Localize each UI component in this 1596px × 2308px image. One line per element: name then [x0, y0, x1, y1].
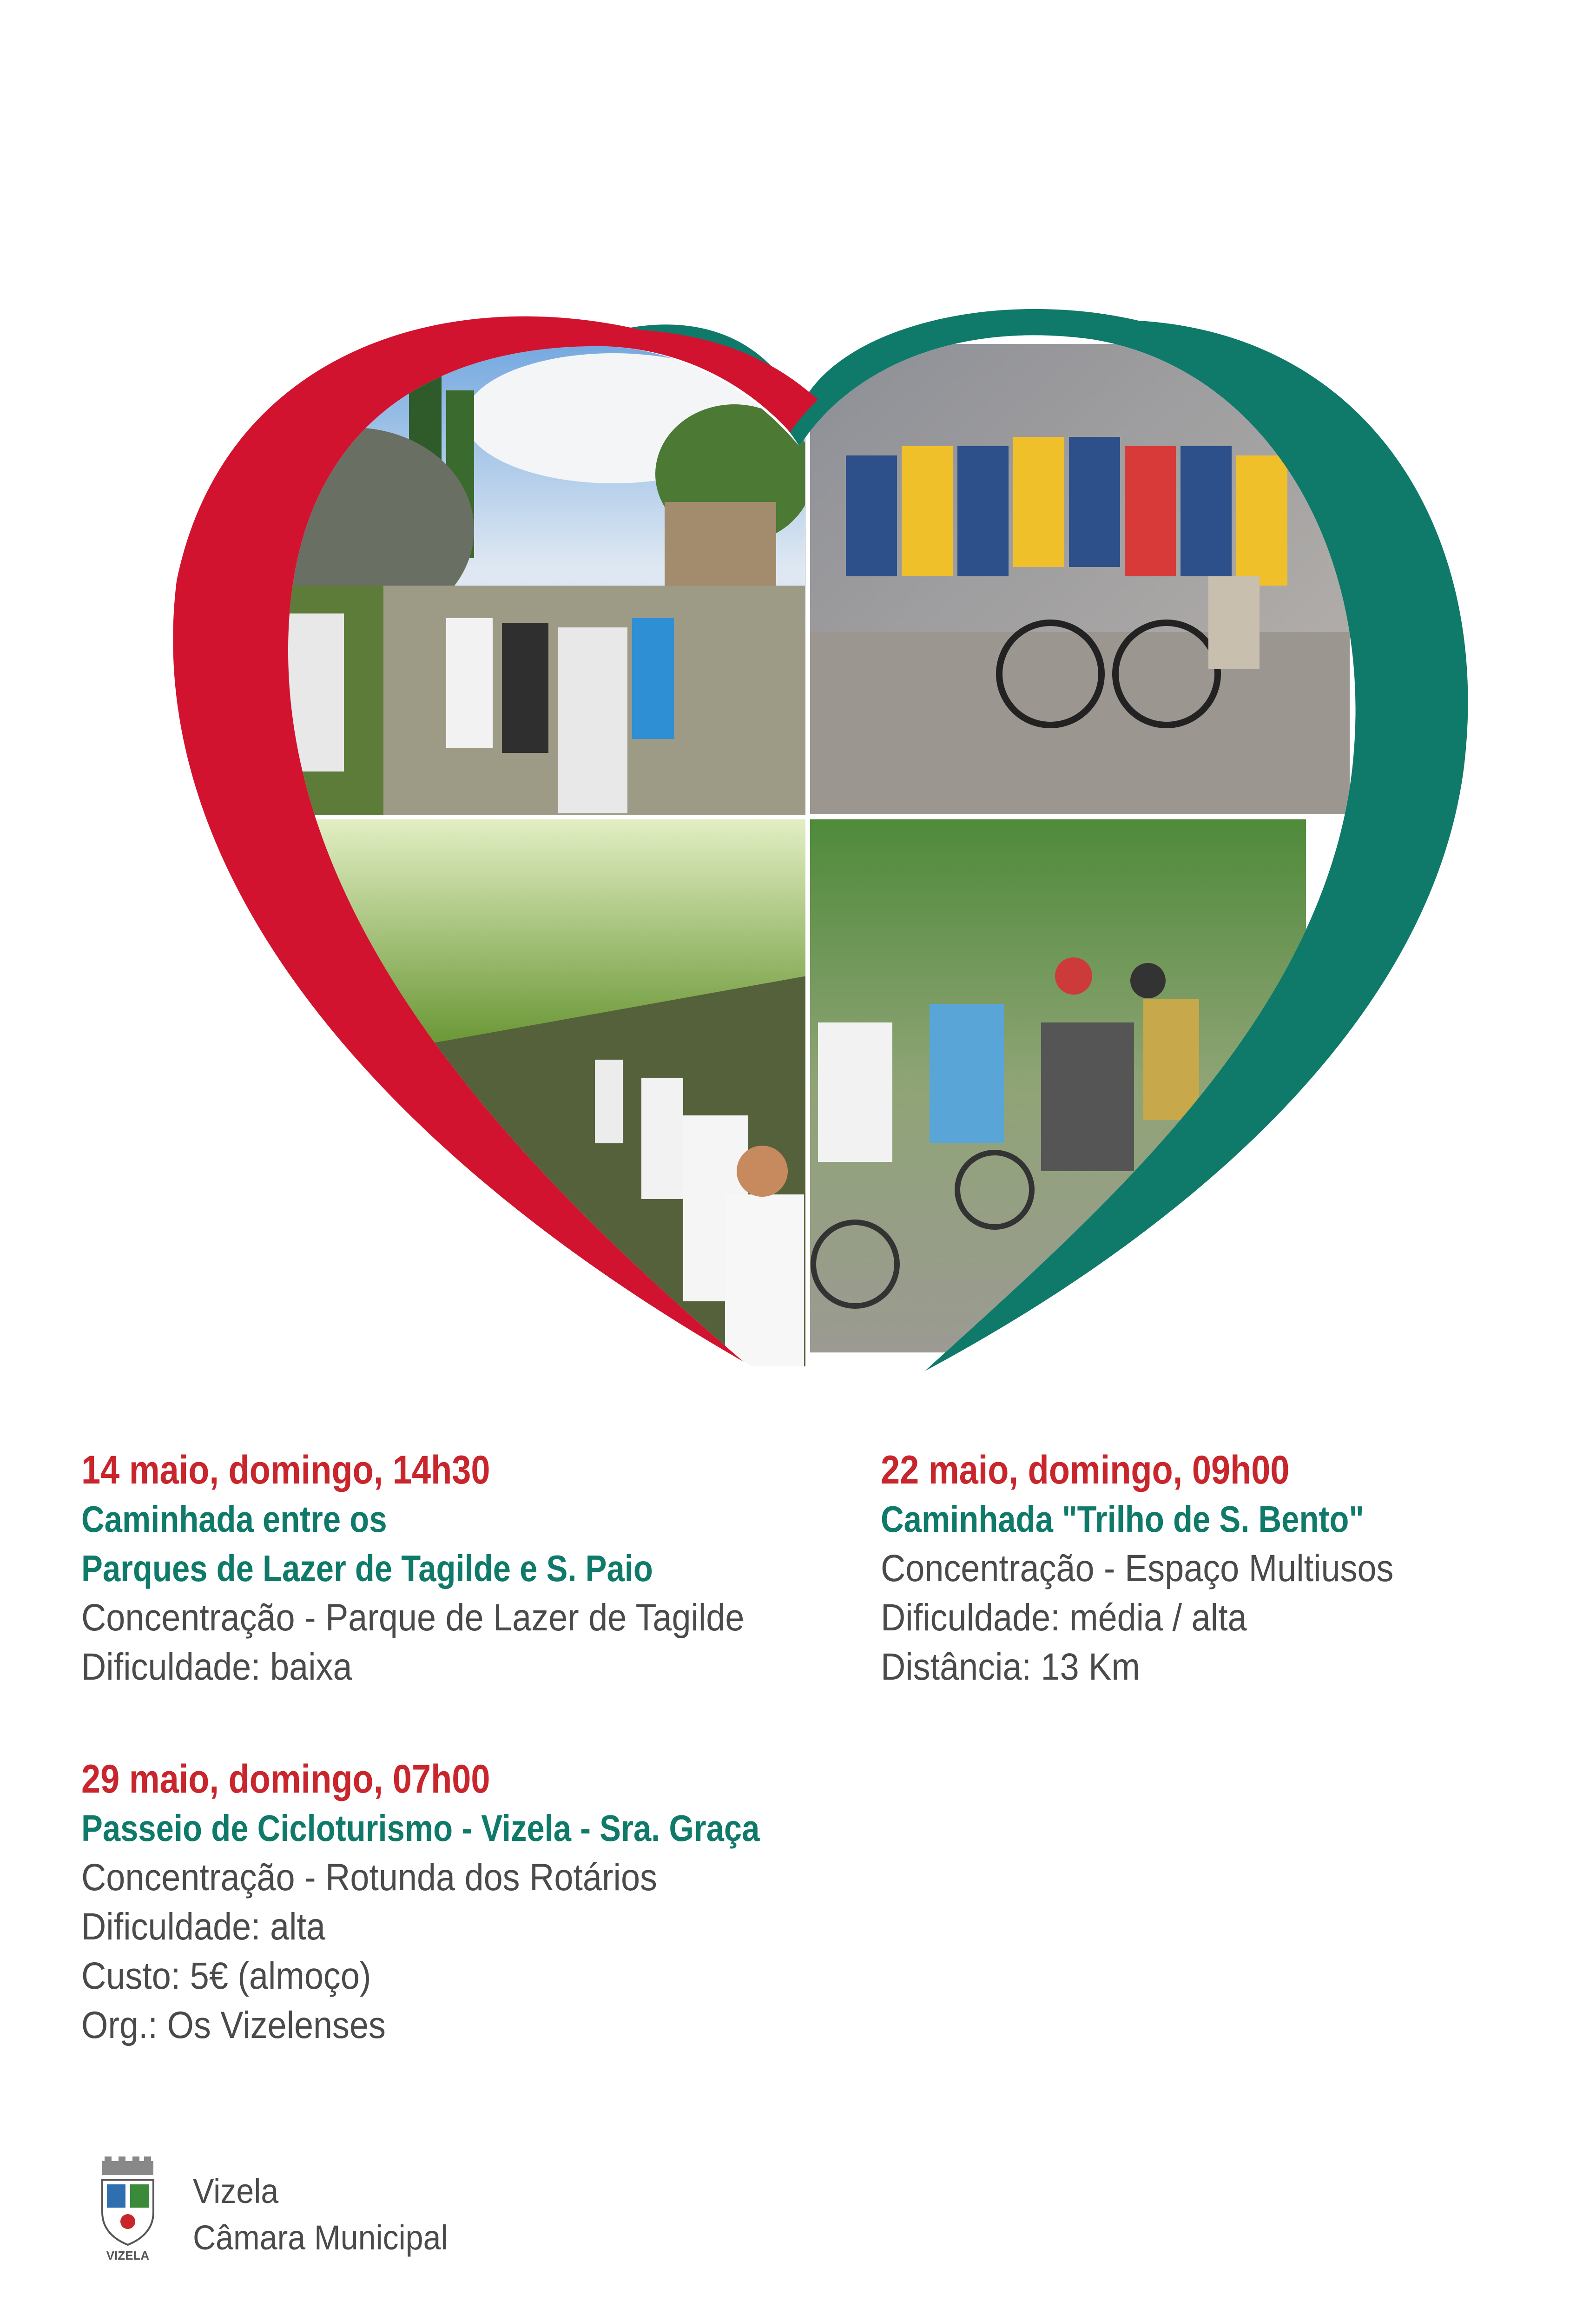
event-detail: Concentração - Rotunda dos Rotários [81, 1856, 657, 1899]
municipality-council: Câmara Municipal [193, 2218, 448, 2257]
event-detail: Concentração - Parque de Lazer de Tagilde [81, 1596, 745, 1639]
event-detail: Custo: 5€ (almoço) [81, 1955, 371, 1997]
event-detail: Dificuldade: baixa [81, 1646, 352, 1688]
event-date: 14 maio, domingo, 14h30 [81, 1448, 490, 1492]
event-title: Parques de Lazer de Tagilde e S. Paio [81, 1548, 653, 1589]
event-title: Passeio de Cicloturismo - Vizela - Sra. Graça [81, 1807, 760, 1849]
event-detail: Distância: 13 Km [881, 1646, 1140, 1688]
event-title: Caminhada "Trilho de S. Bento" [881, 1498, 1365, 1540]
event-detail: Concentração - Espaço Multiusos [881, 1547, 1394, 1589]
municipality-label [193, 2168, 470, 2261]
logo-caption: VIZELA [106, 2249, 150, 2262]
event-29-maio [81, 1754, 870, 2050]
event-date: 22 maio, domingo, 09h00 [881, 1448, 1290, 1492]
event-detail: Dificuldade: alta [81, 1906, 326, 1948]
event-22-maio [881, 1445, 1451, 1692]
event-14-maio [81, 1445, 818, 1692]
municipal-coat-of-arms-icon [93, 2156, 163, 2263]
event-detail: Org.: Os Vizelenses [81, 2004, 386, 2046]
event-date: 29 maio, domingo, 07h00 [81, 1757, 490, 1801]
event-title: Caminhada entre os [81, 1498, 387, 1540]
municipality-name: Vizela [193, 2172, 279, 2210]
event-detail: Dificuldade: média / alta [881, 1596, 1247, 1639]
